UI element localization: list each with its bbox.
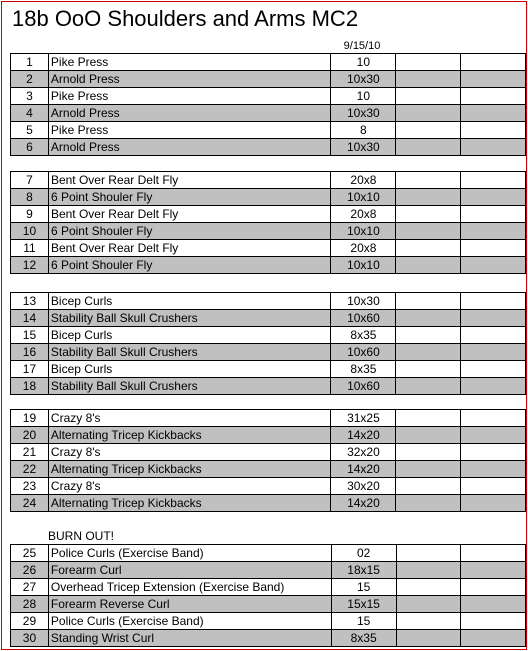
empty-cell[interactable] [461,579,526,596]
empty-cell[interactable] [396,88,461,105]
exercise-name[interactable]: Bent Over Rear Delt Fly [48,172,331,189]
empty-cell[interactable] [461,172,526,189]
empty-cell[interactable] [461,223,526,240]
empty-cell[interactable] [396,461,461,478]
table-row [11,461,526,478]
worksheet-page [1,1,527,650]
row-number[interactable]: 4 [11,105,49,122]
reps-cell[interactable]: 15 [331,613,396,630]
empty-cell[interactable] [461,378,526,395]
row-number[interactable]: 11 [11,240,49,257]
reps-cell[interactable]: 8x35 [331,630,396,647]
reps-cell[interactable]: 20x8 [331,172,396,189]
reps-cell[interactable]: 10x10 [331,223,396,240]
exercise-group-4 [10,409,526,512]
table-row [11,71,526,88]
reps-cell[interactable]: 14x20 [331,461,396,478]
empty-cell[interactable] [461,54,526,71]
exercise-name[interactable]: Crazy 8's [48,478,331,495]
reps-cell[interactable]: 10x60 [331,378,396,395]
row-number[interactable]: 25 [11,545,49,562]
empty-cell[interactable] [396,361,461,378]
table-row [11,562,526,579]
row-number[interactable]: 14 [11,310,49,327]
empty-cell[interactable] [461,206,526,223]
exercise-name[interactable]: 6 Point Shouler Fly [48,189,331,206]
empty-cell[interactable] [396,327,461,344]
empty-cell[interactable] [461,240,526,257]
empty-cell[interactable] [396,189,461,206]
table-row [11,545,526,562]
exercise-name[interactable]: Stability Ball Skull Crushers [48,378,331,395]
reps-cell[interactable]: 15x15 [331,596,396,613]
table-row [11,596,526,613]
table-row [11,122,526,139]
exercise-name[interactable]: Forearm Curl [48,562,331,579]
row-number[interactable]: 17 [11,361,49,378]
reps-cell[interactable]: 10x60 [331,344,396,361]
row-number[interactable]: 1 [11,54,49,71]
exercise-name[interactable]: Arnold Press [48,139,330,156]
exercise-name[interactable]: Alternating Tricep Kickbacks [48,461,331,478]
reps-cell[interactable]: 20x8 [331,240,396,257]
row-number[interactable]: 19 [11,410,49,427]
reps-cell[interactable]: 10x30 [331,105,396,122]
reps-cell[interactable]: 8x35 [331,327,396,344]
row-number[interactable]: 7 [11,172,49,189]
empty-cell[interactable] [461,630,526,647]
empty-cell[interactable] [461,293,526,310]
exercise-name[interactable]: Alternating Tricep Kickbacks [48,495,331,512]
reps-cell[interactable]: 14x20 [331,427,396,444]
empty-cell[interactable] [461,139,526,156]
empty-cell[interactable] [461,478,526,495]
row-number[interactable]: 16 [11,344,49,361]
empty-cell[interactable] [396,495,461,512]
empty-cell[interactable] [396,545,461,562]
table-row [11,579,526,596]
reps-cell[interactable]: 30x20 [331,478,396,495]
reps-cell[interactable]: 10x10 [331,257,396,274]
empty-cell[interactable] [461,327,526,344]
empty-cell[interactable] [396,596,461,613]
exercise-name[interactable]: 6 Point Shouler Fly [48,223,331,240]
empty-cell[interactable] [396,478,461,495]
table-row [11,495,526,512]
table-row [11,223,526,240]
exercise-name[interactable]: Alternating Tricep Kickbacks [48,427,331,444]
empty-cell[interactable] [396,223,461,240]
empty-cell[interactable] [396,630,461,647]
reps-cell[interactable]: 10x30 [331,139,396,156]
table-row [11,293,526,310]
empty-cell[interactable] [396,427,461,444]
empty-cell[interactable] [396,71,461,88]
table-row [11,139,526,156]
empty-cell[interactable] [396,172,461,189]
empty-cell[interactable] [461,461,526,478]
table-row [11,410,526,427]
reps-cell[interactable]: 31x25 [331,410,396,427]
empty-cell[interactable] [461,444,526,461]
reps-cell[interactable]: 8 [331,122,396,139]
empty-cell[interactable] [461,361,526,378]
empty-cell[interactable] [396,444,461,461]
table-row [11,613,526,630]
empty-cell[interactable] [396,410,461,427]
exercise-name[interactable]: Standing Wrist Curl [48,630,331,647]
table-row [11,310,526,327]
row-number[interactable]: 28 [11,596,49,613]
reps-cell[interactable]: 20x8 [331,206,396,223]
reps-cell[interactable]: 18x15 [331,562,396,579]
session-date: 9/15/10 [343,40,381,52]
reps-cell[interactable]: 02 [331,545,396,562]
empty-cell[interactable] [396,206,461,223]
empty-cell[interactable] [396,139,461,156]
row-number[interactable]: 18 [11,378,49,395]
empty-cell[interactable] [461,257,526,274]
exercise-name[interactable]: Pike Press [48,122,330,139]
empty-cell[interactable] [461,105,526,122]
table-row [11,630,526,647]
row-number[interactable]: 10 [11,223,49,240]
empty-cell[interactable] [461,189,526,206]
table-row [11,54,526,71]
table-row [11,206,526,223]
empty-cell[interactable] [396,122,461,139]
table-row [11,257,526,274]
row-number[interactable]: 27 [11,579,49,596]
exercise-name[interactable]: Bent Over Rear Delt Fly [48,206,331,223]
table-row [11,444,526,461]
row-number[interactable]: 24 [11,495,49,512]
table-row [11,189,526,206]
row-number[interactable]: 2 [11,71,49,88]
reps-cell[interactable]: 10 [331,88,396,105]
exercise-name[interactable]: Bicep Curls [48,361,331,378]
exercise-name[interactable]: Stability Ball Skull Crushers [48,310,331,327]
exercise-name[interactable]: Crazy 8's [48,444,331,461]
row-number[interactable]: 23 [11,478,49,495]
row-number[interactable]: 20 [11,427,49,444]
table-row [11,427,526,444]
table-row [11,105,526,122]
empty-cell[interactable] [396,240,461,257]
empty-cell[interactable] [461,410,526,427]
exercise-name[interactable]: Police Curls (Exercise Band) [48,613,331,630]
empty-cell[interactable] [461,71,526,88]
row-number[interactable]: 15 [11,327,49,344]
empty-cell[interactable] [461,310,526,327]
exercise-name[interactable]: 6 Point Shouler Fly [48,257,331,274]
row-number[interactable]: 13 [11,293,49,310]
empty-cell[interactable] [396,257,461,274]
reps-cell[interactable]: 10x60 [331,310,396,327]
row-number[interactable]: 29 [11,613,49,630]
table-row [11,378,526,395]
burnout-label: BURN OUT! [48,529,114,543]
empty-cell[interactable] [396,293,461,310]
table-row [11,478,526,495]
reps-cell[interactable]: 32x20 [331,444,396,461]
table-row [11,172,526,189]
exercise-name[interactable]: Bicep Curls [48,293,331,310]
empty-cell[interactable] [461,344,526,361]
empty-cell[interactable] [461,545,526,562]
row-number[interactable]: 22 [11,461,49,478]
empty-cell[interactable] [396,105,461,122]
row-number[interactable]: 12 [11,257,49,274]
empty-cell[interactable] [396,579,461,596]
table-row [11,88,526,105]
empty-cell[interactable] [396,54,461,71]
exercise-name[interactable]: Police Curls (Exercise Band) [48,545,331,562]
empty-cell[interactable] [461,495,526,512]
table-row [11,344,526,361]
exercise-name[interactable]: Crazy 8's [48,410,331,427]
reps-cell[interactable]: 8x35 [331,361,396,378]
empty-cell[interactable] [396,613,461,630]
row-number[interactable]: 6 [11,139,49,156]
sheet-title: 18b OoO Shoulders and Arms MC2 [12,6,359,31]
exercise-group-1 [10,53,526,156]
exercise-name[interactable]: Bicep Curls [48,327,331,344]
row-number[interactable]: 3 [11,88,49,105]
empty-cell[interactable] [461,88,526,105]
table-row [11,240,526,257]
table-row [11,327,526,344]
empty-cell[interactable] [461,427,526,444]
exercise-group-3 [10,292,526,395]
empty-cell[interactable] [396,378,461,395]
reps-cell[interactable]: 10x30 [331,293,396,310]
empty-cell[interactable] [461,562,526,579]
exercise-name[interactable]: Arnold Press [48,105,330,122]
reps-cell[interactable]: 14x20 [331,495,396,512]
exercise-group-5 [10,544,526,647]
exercise-name[interactable]: Arnold Press [48,71,330,88]
exercise-group-2 [10,171,526,274]
empty-cell[interactable] [461,613,526,630]
row-number[interactable]: 21 [11,444,49,461]
empty-cell[interactable] [396,562,461,579]
exercise-name[interactable]: Forearm Reverse Curl [48,596,331,613]
row-number[interactable]: 26 [11,562,49,579]
exercise-name[interactable]: Overhead Tricep Extension (Exercise Band) [48,579,331,596]
reps-cell[interactable]: 10x10 [331,189,396,206]
reps-cell[interactable]: 15 [331,579,396,596]
empty-cell[interactable] [461,596,526,613]
row-number[interactable]: 30 [11,630,49,647]
reps-cell[interactable]: 10x30 [331,71,396,88]
table-row [11,361,526,378]
reps-cell[interactable]: 10 [331,54,396,71]
empty-cell[interactable] [461,122,526,139]
exercise-name[interactable]: Pike Press [48,88,330,105]
exercise-name[interactable]: Stability Ball Skull Crushers [48,344,331,361]
row-number[interactable]: 8 [11,189,49,206]
exercise-name[interactable]: Pike Press [48,54,330,71]
exercise-name[interactable]: Bent Over Rear Delt Fly [48,240,331,257]
empty-cell[interactable] [396,344,461,361]
empty-cell[interactable] [396,310,461,327]
row-number[interactable]: 5 [11,122,49,139]
row-number[interactable]: 9 [11,206,49,223]
